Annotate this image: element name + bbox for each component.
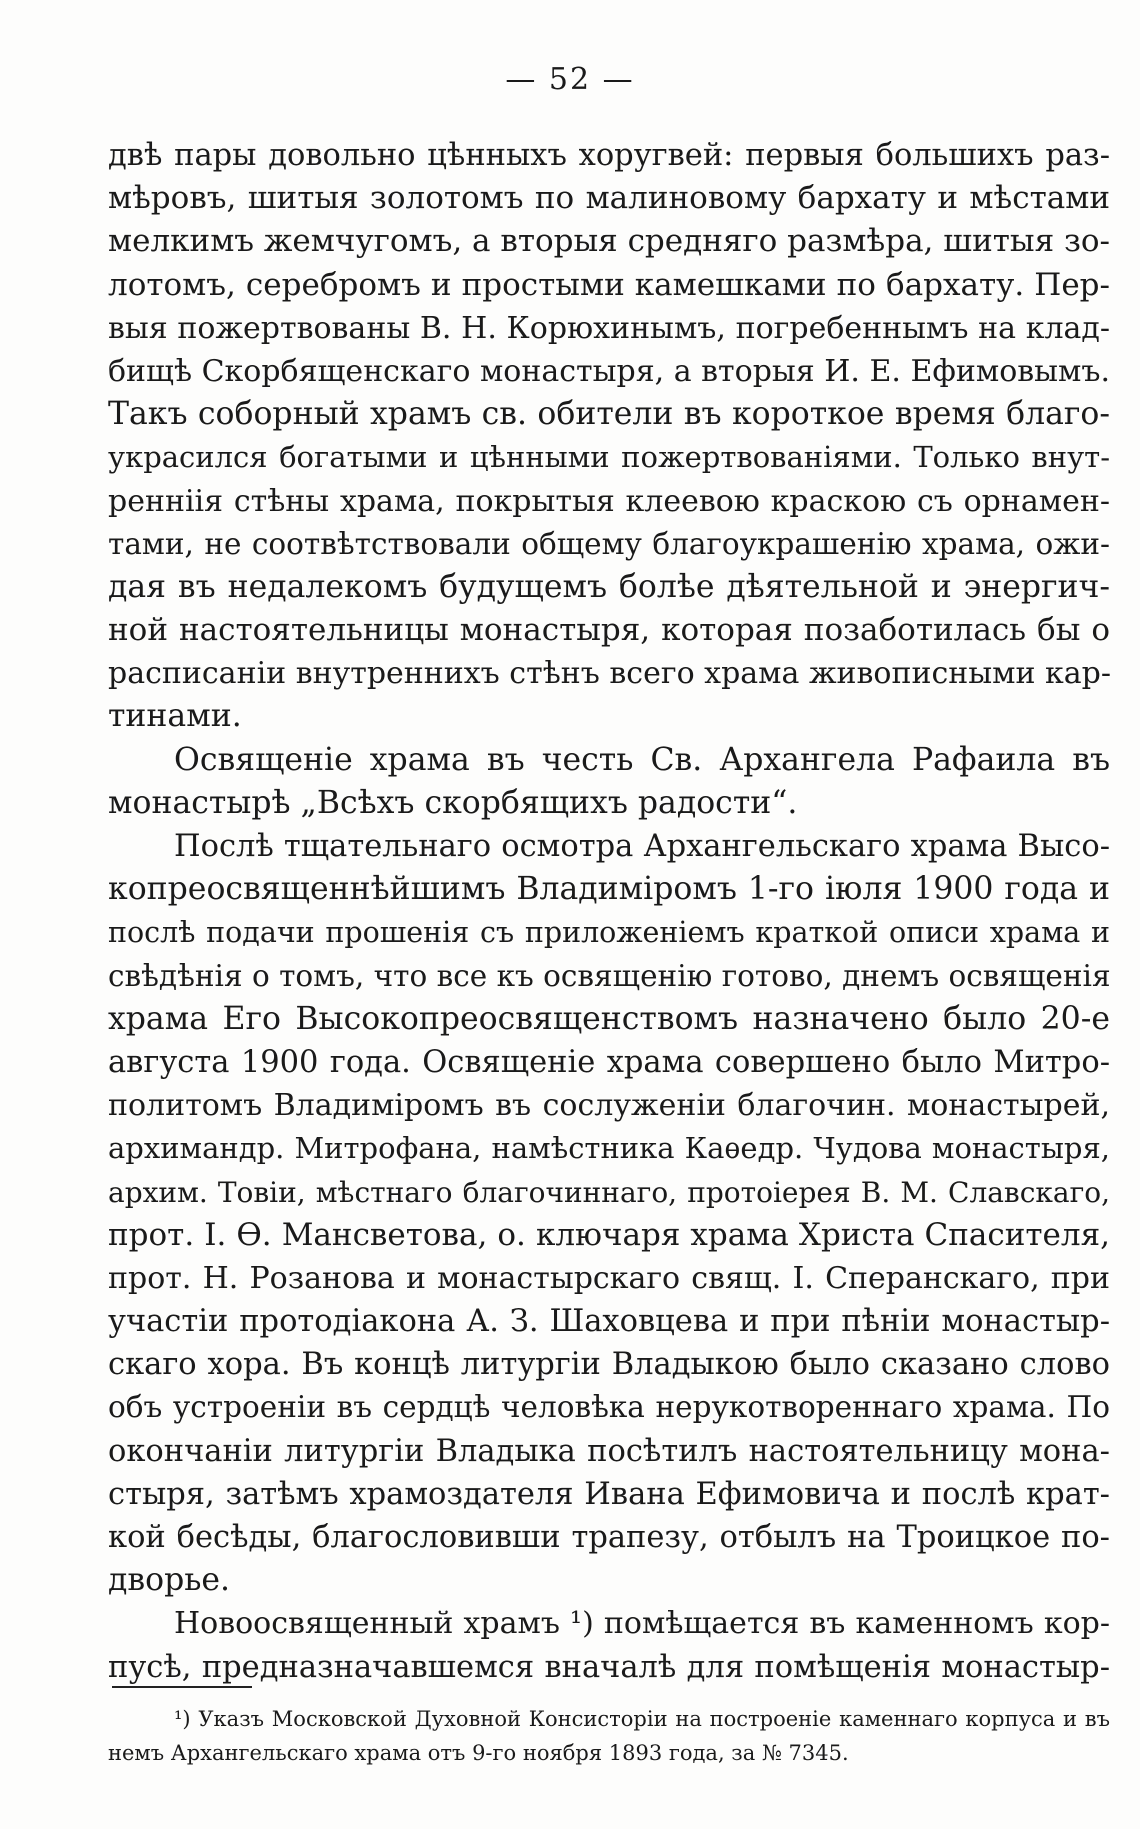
text-line: кой бесѣды, благословивши трапезу, отбылъ на Троицкое по- bbox=[108, 1520, 1110, 1555]
text-line: объ устроеніи въ сердцѣ человѣка нерукотвореннаго храма. По bbox=[108, 1390, 1110, 1425]
body-text bbox=[108, 134, 1110, 1689]
text-line: тами, не соотвѣтствовали общему благоукрашенію храма, ожи- bbox=[108, 526, 1110, 561]
text-line: пусѣ, предназначавшемся вначалѣ для помѣщенія монастыр- bbox=[108, 1649, 1110, 1685]
text-line: тинами. bbox=[108, 698, 242, 735]
text-line: мѣровъ, шитыя золотомъ по малиновому бархату и мѣстами bbox=[108, 180, 1110, 217]
text-line: послѣ подачи прошенія съ приложеніемъ краткой описи храма и bbox=[108, 916, 1110, 950]
footnote-line: немъ Архангельскаго храма отъ 9-го ноября 1893 года, за № 7345. bbox=[108, 1741, 849, 1765]
text-line: архим. Товіи, мѣстнаго благочиннаго, протоіерея В. М. Славскаго, bbox=[108, 1175, 1110, 1209]
text-line: копреосвященнѣйшимъ Владиміромъ 1-го іюля 1900 года и bbox=[108, 871, 1110, 908]
text-line: Послѣ тщательнаго осмотра Архангельскаго храма Высо- bbox=[174, 829, 1110, 864]
page-number: — 52 — bbox=[505, 62, 635, 97]
text-line: лотомъ, серебромъ и простыми камешками по бархату. Пер- bbox=[108, 266, 1110, 303]
text-line: стыря, затѣмъ храмоздателя Ивана Ефимовича и послѣ крат- bbox=[108, 1476, 1110, 1512]
text-line: ренніія стѣны храма, покрытыя клеевою краскою съ орнамен- bbox=[108, 483, 1110, 519]
text-line: прот. Н. Розанова и монастырскаго свящ. І. Сперанскаго, при bbox=[108, 1260, 1110, 1296]
text-line: прот. І. Ѳ. Мансветова, о. ключаря храма Христа Спасителя, bbox=[108, 1216, 1110, 1253]
text-line: выя пожертвованы В. Н. Корюхинымъ, погребеннымъ на клад- bbox=[108, 310, 1110, 346]
text-line: участіи протодіакона А. З. Шаховцева и при пѣніи монастыр- bbox=[108, 1304, 1110, 1340]
text-line: расписаніи внутреннихъ стѣнъ всего храма живописными кар- bbox=[108, 656, 1111, 692]
text-line: двѣ пары довольно цѣнныхъ хоругвей: первыя большихъ раз- bbox=[108, 138, 1110, 173]
footnote-divider bbox=[112, 1686, 252, 1688]
text-line: бищѣ Скорбященскаго монастыря, а вторыя И. Е. Ефимовымъ. bbox=[108, 353, 1110, 389]
text-line: свѣдѣнія о томъ, что все къ освященію готово, днемъ освященія bbox=[108, 958, 1111, 993]
text-line: политомъ Владиміромъ въ сослуженіи благочин. монастырей, bbox=[108, 1088, 1110, 1124]
text-line: дворье. bbox=[108, 1562, 231, 1599]
section-heading-line: Освященіе храма въ честь Св. Архангела Рафаила въ bbox=[174, 741, 1110, 778]
text-line: августа 1900 года. Освященіе храма совершено было Митро- bbox=[108, 1044, 1110, 1080]
text-line: храма Его Высокопреосвященствомъ назначено было 20-е bbox=[108, 1000, 1110, 1037]
text-line: мелкимъ жемчугомъ, а вторыя средняго размѣра, шитыя зо- bbox=[108, 223, 1111, 260]
text-line: окончаніи литургіи Владыка посѣтилъ настоятельницу мона- bbox=[108, 1433, 1110, 1469]
text-line: Новоосвященный храмъ ¹) помѣщается въ каменномъ кор- bbox=[174, 1606, 1110, 1642]
text-line: украсился богатыми и цѣнными пожертвованiями. Только внут- bbox=[108, 440, 1110, 475]
text-line: ной настоятельницы монастыря, которая позаботилась бы о bbox=[108, 612, 1110, 649]
text-line: дая въ недалекомъ будущемъ болѣе дѣятельной и энергич- bbox=[108, 568, 1110, 605]
section-heading-line: монастырѣ „Всѣхъ скорбящихъ радости“. bbox=[108, 784, 798, 821]
text-line: скаго хора. Въ концѣ литургіи Владыкою было сказано слово bbox=[108, 1347, 1110, 1383]
footnote-line: ¹) Указъ Московской Духовной Консисторіи на построеніе каменнаго корпуса и въ bbox=[174, 1707, 1110, 1731]
text-line: Такъ соборный храмъ св. обители въ короткое время благо- bbox=[108, 396, 1110, 433]
text-line: архимандр. Митрофана, намѣстника Каѳедр. Чудова монастыря, bbox=[108, 1131, 1110, 1166]
footnotes bbox=[108, 1702, 1110, 1770]
